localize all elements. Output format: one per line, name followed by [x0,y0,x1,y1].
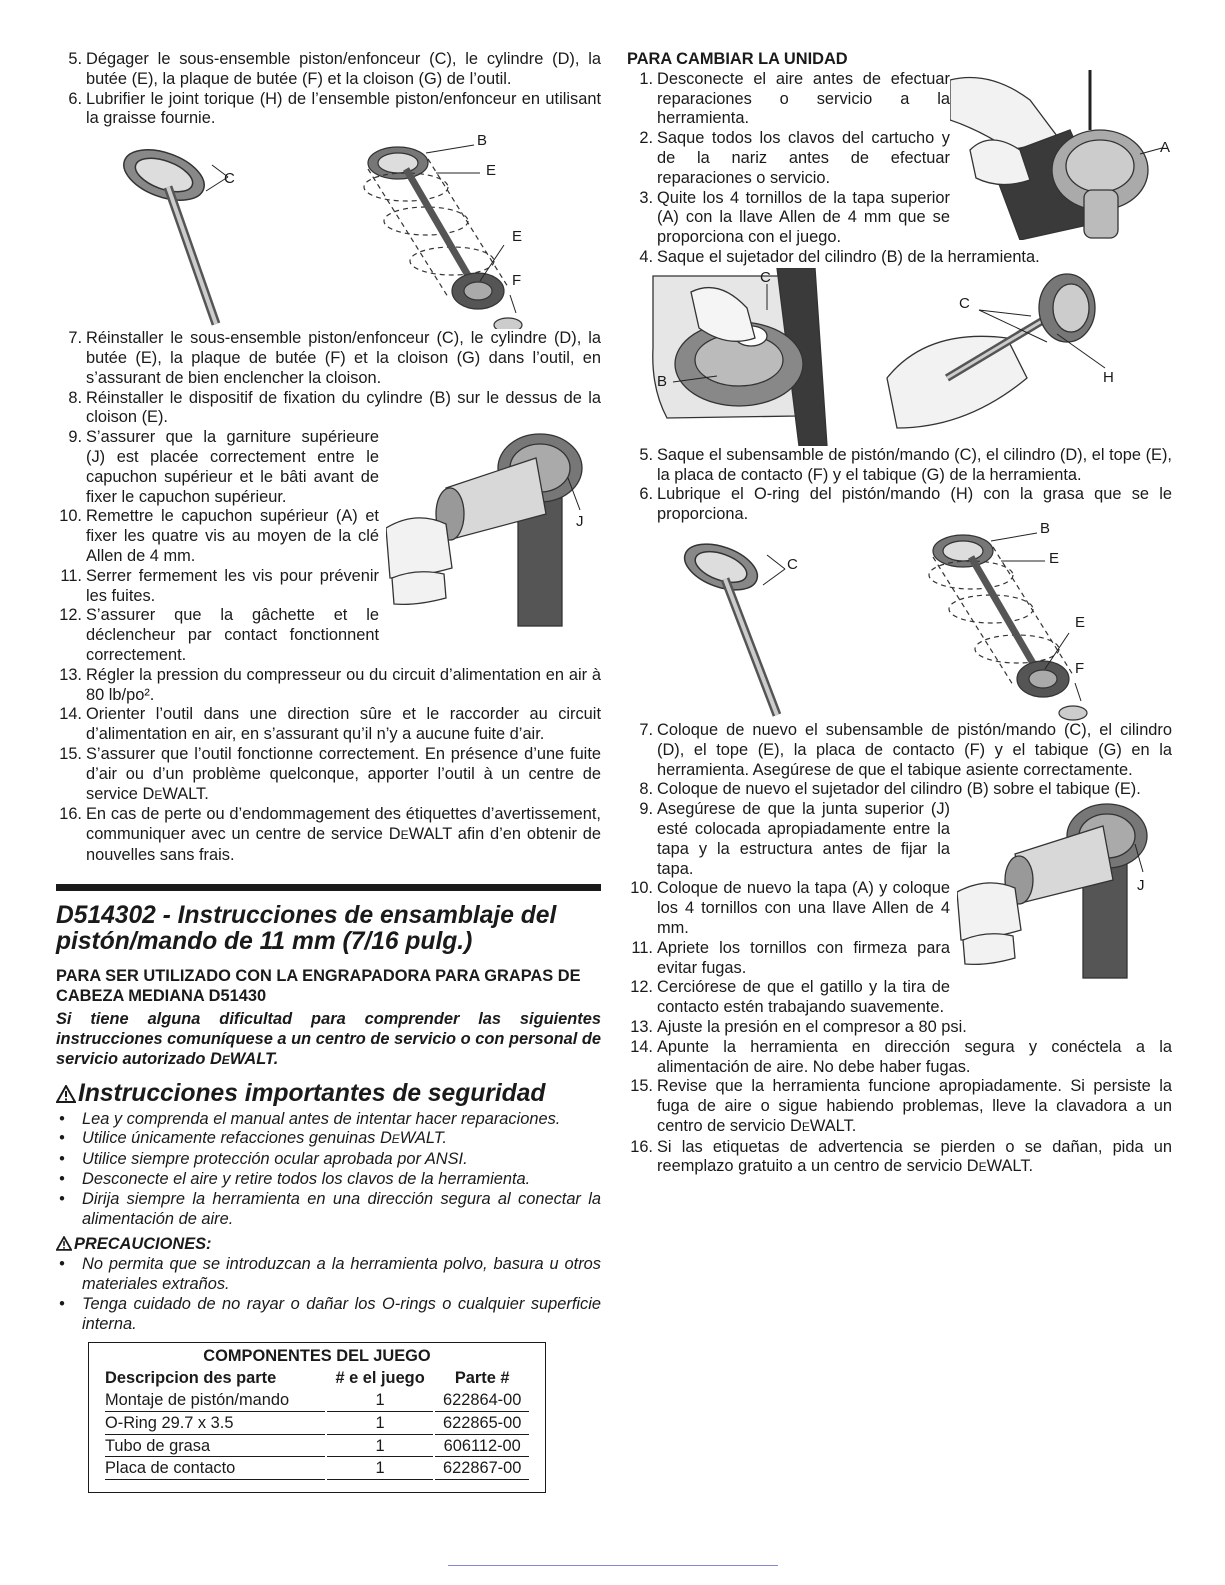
subheading: PARA SER UTILIZADO CON LA ENGRAPADORA PARA GRAPAS DE CABEZA MEDIANA D51430 [56,966,581,1005]
step-item [56,389,601,429]
step-text: Asegúrese de que la junta superior (J) esté colocada apropiadamente entre la tapa y la estructura antes de fijar la tapa. [657,800,950,878]
step-item [627,1138,1172,1179]
figure-piston-assembly-right [627,519,1172,721]
kit-cell-part: 622867-00 [435,1459,529,1480]
kit-table-title: COMPONENTES DEL JUEGO [203,1347,431,1366]
step-number: 12. [59,606,82,625]
kit-table-row [105,1414,529,1435]
steps-right-b [627,248,1172,268]
bullet-item [56,1255,601,1295]
step-text: Lubrique el O-ring del pistón/mando (H) con la grasa que se le proporciona. [657,485,1172,524]
safety-title [56,1081,601,1106]
label-b: B [657,372,668,390]
kit-header-part: Parte # [454,1369,510,1388]
remove-cylinder-illustration [627,268,1172,446]
kit-table-body [105,1391,529,1480]
step-number: 6. [639,485,653,504]
step-number: 14. [630,1037,653,1056]
step-text: Orienter l’outil dans une direction sûre et le raccorder au circuit d’alimentation en air, en s’assurant qu’il n’y a aucune fuite d’air. [86,705,601,744]
kit-table-row [105,1459,529,1480]
step-item [627,129,950,188]
bullet-text: No permita que se introduzcan a la herramienta polvo, basura u otros materiales extraños. [82,1255,601,1294]
kit-cell-description: O-Ring 29.7 x 3.5 [105,1414,325,1435]
step-text: Réinstaller le dispositif de fixation du cylindre (B) sur le dessus de la cloison (E). [86,388,601,427]
step-item [627,1077,1172,1137]
step-item [627,189,950,248]
step-item [56,805,601,865]
kit-cell-part: 606112-00 [435,1437,529,1458]
step-text: S’assurer que la garniture supérieure (J) est placée correctement entre le capuchon supérieur et le bâti avant de fixer le capuchon supérieur. [86,428,379,506]
step-item [627,1018,1172,1038]
step-text: Lubrifier le joint torique (H) de l’ensemble piston/enfonceur en utilisant la graisse fournie. [86,89,601,128]
step-number: 10. [630,879,653,898]
caution-list [56,1255,601,1334]
step-item [627,800,950,879]
right-heading: PARA CAMBIAR LA UNIDAD [627,50,848,68]
step-item [627,70,950,129]
service-note: Si tiene alguna dificultad para comprender las siguientes instrucciones comuníquese a un centro de servicio o con personal de servicio autorizado DEWALT. [56,1010,601,1068]
kit-cell-description: Placa de contacto [105,1459,325,1480]
step-text: Apriete los tornillos con firmeza para evitar fugas. [657,938,950,977]
steps-left-d [56,666,601,866]
step-number: 16. [630,1137,653,1156]
step-text: S’assurer que la gâchette et le déclencheur par contact fonctionnent correctement. [86,606,379,664]
step-number: 15. [630,1077,653,1096]
step-number: 14. [59,705,82,724]
bullet-text: Tenga cuidado de no rayar o dañar los O-rings o cualquier superficie interna. [82,1294,601,1333]
label-e1: E [486,162,497,180]
bullet-dot: • [59,1189,65,1208]
figure-remove-screws [950,70,1172,240]
kit-cell-quantity: 1 [327,1437,434,1458]
step-number: 6. [68,89,82,108]
step-number: 1. [639,69,653,88]
step-text: S’assurer que l’outil fonctionne correctement. En présence d’une fuite d’air ou d’un problème quelconque, apporter l’outil à un centre de service DEWALT. [86,744,601,803]
kit-table-row [105,1437,529,1458]
step-text: Remettre le capuchon supérieur (A) et fixer les quatre vis au moyen de la clé Allen de 4 mm. [86,507,379,565]
step-number: 5. [68,50,82,68]
top-seal-illustration [386,428,601,628]
step-text: Réinstaller le sous-ensemble piston/enfonceur (C), le cylindre (D), la butée (E), la plaque de butée (F) et la cloison (G) dans l’outil, en s’assurant de bien enclencher la cloison. [86,329,601,387]
step-number: 9. [639,800,653,819]
step-item [627,248,1172,268]
step-text: Cerciórese de que el gatillo y la tira de contacto estén trabajando suavemente. [657,978,950,1017]
kit-cell-part: 622865-00 [435,1414,529,1435]
caution-triangle-icon [56,1236,72,1251]
bullet-dot: • [59,1109,65,1128]
kit-cell-description: Montaje de pistón/mando [105,1391,325,1412]
bullet-item [56,1190,601,1230]
bullet-item [56,1295,601,1335]
step-number: 3. [639,188,653,207]
step-text: Quite los 4 tornillos de la tapa superior (A) con la llave Allen de 4 mm que se proporciona con el juego. [657,188,950,247]
bullet-item [56,1129,601,1150]
label-b: B [1040,519,1051,537]
step-text: Si las etiquetas de advertencia se pierden o se dañan, pida un reemplazo gratuito a un centro de servicio DEWALT. [657,1137,1172,1176]
step-number: 16. [59,805,82,824]
bullet-item [56,1170,601,1190]
step-item [56,507,379,566]
step-number: 15. [59,744,82,763]
warning-triangle-icon [56,1085,76,1103]
figure-wrap-screws [627,70,1172,248]
step-item [56,90,601,130]
label-h: H [1103,368,1114,386]
steps-left-b [56,329,601,428]
kit-cell-quantity: 1 [327,1414,434,1435]
label-c1: C [760,268,771,286]
kit-components-table [88,1342,546,1493]
step-number: 10. [59,507,82,526]
bullet-text: Utilice siempre protección ocular aprobada por ANSI. [82,1150,468,1169]
step-text: Saque el subensamble de pistón/mando (C), el cilindro (D), el tope (E), la placa de contacto (F) y el tabique (G) de la herramienta. [657,445,1172,484]
label-f: F [1075,659,1085,677]
step-number: 12. [630,978,653,997]
step-text: En cas de perte ou d’endommagement des étiquettes d’avertissement, communiquer avec un centre de service DEWALT afin d’en obtenir de nouvelles sans frais. [86,805,601,864]
step-item [627,879,950,938]
figure-top-seal-left [386,428,601,628]
step-text: Saque todos los clavos del cartucho y de la nariz antes de efectuar reparaciones o servicio. [657,129,950,187]
label-e2: E [1075,613,1086,631]
kit-cell-description: Tubo de grasa [105,1437,325,1458]
step-text: Coloque de nuevo el sujetador del cilindro (B) sobre el tabique (E). [657,780,1141,799]
steps-right-f [627,1018,1172,1178]
step-number: 2. [639,129,653,148]
step-item [56,329,601,388]
step-text: Saque el sujetador del cilindro (B) de la herramienta. [657,247,1040,266]
step-text: Serrer fermement les vis pour prévenir les fuites. [86,566,379,605]
kit-header-quantity: # e el juego [335,1369,425,1388]
step-item [56,50,601,90]
bullet-dot: • [59,1255,65,1274]
kit-table-row [105,1391,529,1412]
steps-left-a [56,50,601,129]
step-number: 13. [59,665,82,684]
step-text: Coloque de nuevo el subensamble de pistón/mando (C), el cilindro (D), el tope (E), la placa de contacto (F) y el tabique (G) en la herramienta. Asegúrese de que el tabique asiente correctamente. [657,720,1172,779]
label-j: J [1137,877,1145,895]
step-item [627,780,1172,800]
bullet-item [56,1150,601,1170]
steps-right-d [627,721,1172,800]
kit-cell-quantity: 1 [327,1459,434,1480]
bullet-dot: • [59,1170,65,1189]
bullet-text: Lea y comprenda el manual antes de intentar hacer reparaciones. [82,1109,561,1128]
step-text: Desconecte el aire antes de efectuar reparaciones o servicio a la herramienta. [657,69,950,128]
step-item [627,1038,1172,1078]
steps-right-c [627,446,1172,525]
step-item [627,721,1172,780]
remove-screws-illustration [950,70,1172,240]
piston-assembly-illustration [627,525,1172,721]
label-c2: C [959,294,970,312]
caution-title-text: PRECAUCIONES: [74,1235,212,1254]
bullet-dot: • [59,1150,65,1169]
kit-cell-part: 622864-00 [435,1391,529,1412]
step-number: 11. [60,566,82,585]
safety-title-text: Instrucciones importantes de seguridad [78,1079,546,1107]
step-text: Dégager le sous-ensemble piston/enfonceur (C), le cylindre (D), la butée (E), la plaque de butée (F) et la cloison (G) de l’outil. [86,50,601,88]
step-number: 11. [631,938,653,957]
step-item [56,705,601,745]
step-item [56,428,379,507]
label-b: B [477,132,488,150]
right-column [627,50,1172,1178]
figure-piston-assembly-left [56,129,601,329]
bullet-dot: • [59,1294,65,1313]
step-item [56,666,601,706]
footer-rule [448,1565,778,1566]
step-text: Coloque de nuevo la tapa (A) y coloque los 4 tornillos con una llave Allen de 4 mm. [657,879,950,937]
step-number: 5. [639,445,653,464]
figure-wrap-top-seal-right [627,800,1172,1018]
kit-header-description: Descripcion des parte [105,1369,277,1388]
kit-cell-quantity: 1 [327,1391,434,1412]
step-item [627,978,950,1018]
label-c: C [787,555,798,573]
label-j: J [576,513,584,531]
label-c: C [224,170,235,188]
step-item [627,446,1172,486]
bullet-text: Desconecte el aire y retire todos los clavos de la herramienta. [82,1170,531,1189]
step-number: 4. [639,247,653,266]
step-number: 9. [68,428,82,447]
step-number: 13. [630,1017,653,1036]
label-e1: E [1049,549,1060,567]
bullet-text: Dirija siempre la herramienta en una dirección segura al conectar la alimentación de aire. [82,1189,601,1228]
left-column [56,50,601,1493]
step-item [56,567,379,607]
bullet-dot: • [59,1129,65,1148]
step-number: 8. [68,388,82,407]
figure-remove-cylinder [627,268,1172,446]
section-divider [56,884,601,891]
step-number: 7. [68,329,82,348]
step-text: Régler la pression du compresseur ou du circuit d’alimentation en air à 80 lb/po². [86,665,601,704]
step-number: 7. [639,720,653,739]
step-text: Revise que la herramienta funcione apropiadamente. Si persiste la fuga de aire o sigue habiendo problemas, lleve la clavadora a un centro de servicio DEWALT. [657,1077,1172,1135]
step-item [56,745,601,805]
label-f: F [512,272,522,290]
figure-wrap-top-seal-left [56,428,601,666]
step-text: Ajuste la presión en el compresor a 80 psi. [657,1017,967,1036]
bullet-text: Utilice únicamente refacciones genuinas DEWALT. [82,1129,447,1148]
step-item [627,485,1172,525]
label-a: A [1160,138,1171,156]
step-item [56,606,379,665]
caution-title [56,1235,601,1255]
step-number: 8. [639,780,653,799]
bullet-item [56,1110,601,1130]
figure-top-seal-right [957,800,1172,980]
section-title: D514302 - Instrucciones de ensamblaje del pistón/mando de 11 mm (7/16 pulg.) [56,901,557,955]
step-item [627,939,950,979]
label-e2: E [512,228,523,246]
safety-list [56,1110,601,1230]
step-text: Apunte la herramienta en dirección segura y conéctela a la alimentación de aire. No debe haber fugas. [657,1037,1172,1076]
